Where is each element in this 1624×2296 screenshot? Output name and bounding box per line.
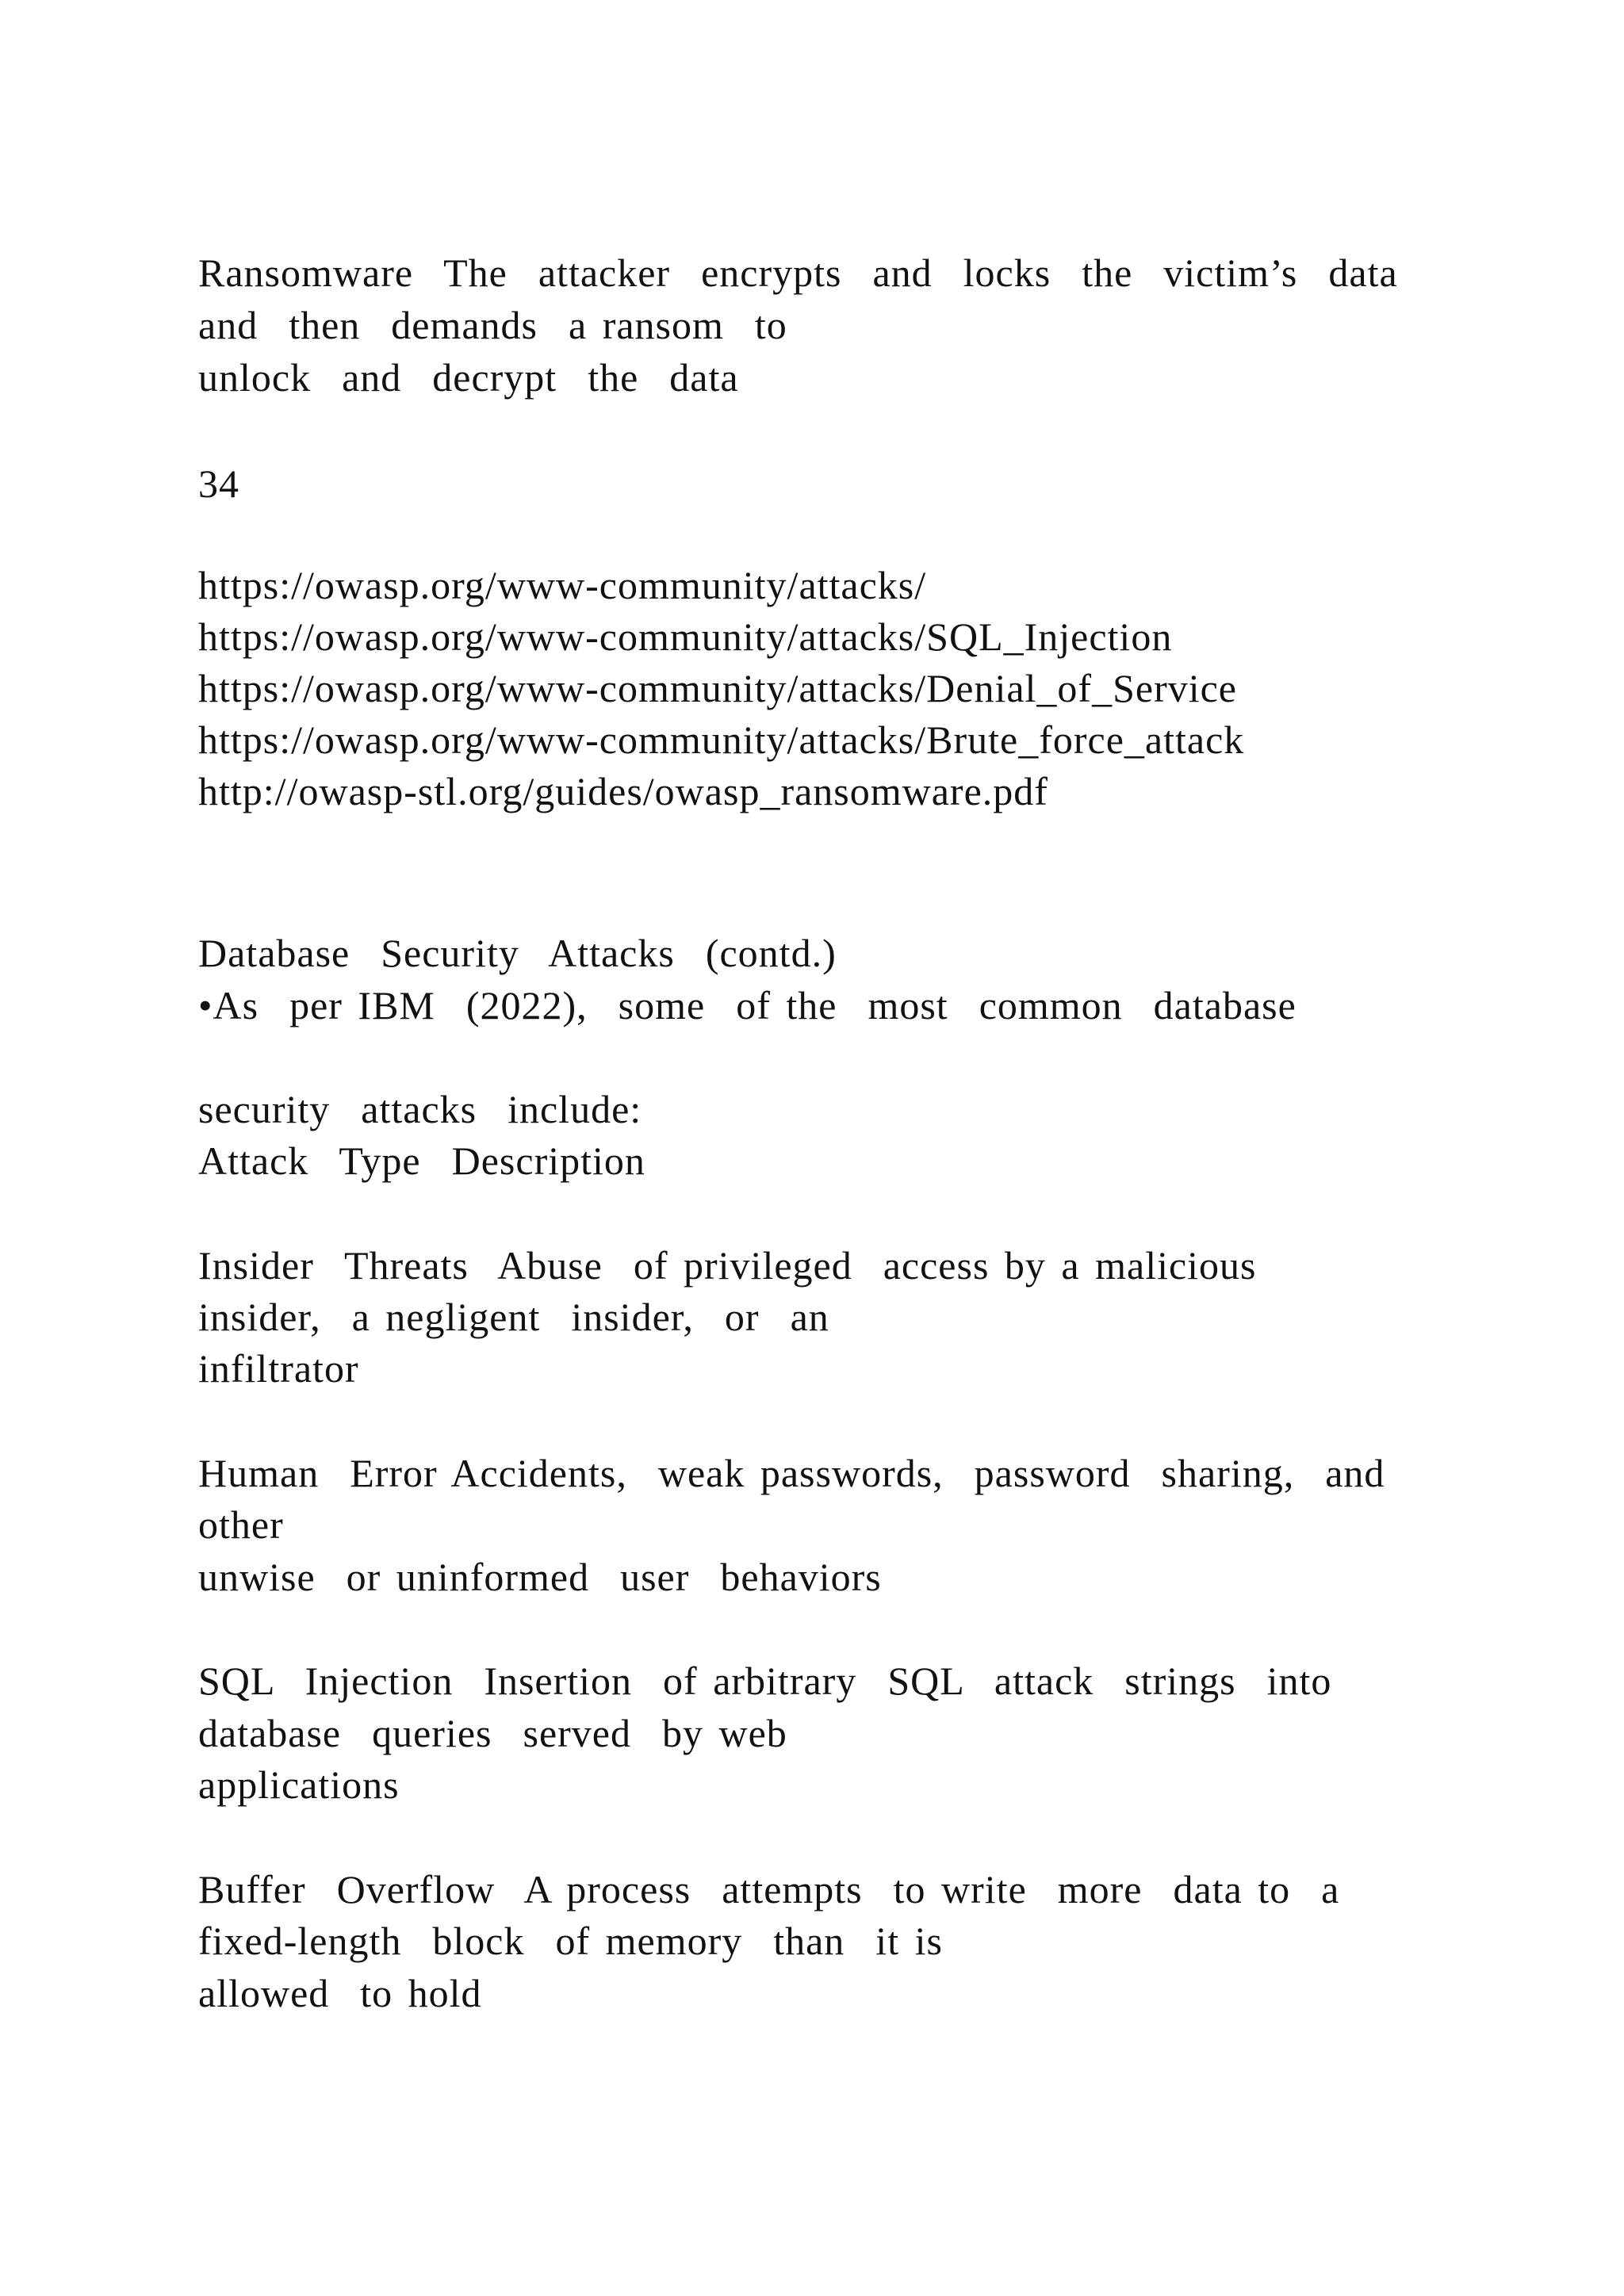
attack-human-error-line-2: other bbox=[198, 1502, 284, 1547]
attack-insider-line-1: Insider Threats Abuse of privileged access by a malicious bbox=[198, 1243, 1257, 1288]
attack-buffer-overflow-line-1: Buffer Overflow A process attempts to write more data to a bbox=[198, 1867, 1340, 1911]
reference-link-3[interactable]: https://owasp.org/www-community/attacks/Denial_of_Service bbox=[198, 666, 1238, 710]
attack-sql-injection-line-3: applications bbox=[198, 1762, 400, 1807]
page-number: 34 bbox=[198, 461, 239, 506]
attack-sql-injection-line-1: SQL Injection Insertion of arbitrary SQL attack strings into bbox=[198, 1659, 1332, 1703]
reference-link-1[interactable]: https://owasp.org/www-community/attacks/ bbox=[198, 563, 927, 607]
attack-buffer-overflow-line-2: fixed-length block of memory than it is bbox=[198, 1919, 943, 1963]
attack-sql-injection-line-2: database queries served by web bbox=[198, 1711, 787, 1755]
ransomware-line-3: unlock and decrypt the data bbox=[198, 355, 739, 400]
reference-link-2[interactable]: https://owasp.org/www-community/attacks/SQL_Injection bbox=[198, 614, 1173, 659]
attack-insider-line-3: infiltrator bbox=[198, 1346, 359, 1391]
bullet-continuation: security attacks include: bbox=[198, 1087, 642, 1131]
attack-buffer-overflow-line-3: allowed to hold bbox=[198, 1971, 482, 2015]
attack-human-error-line-1: Human Error Accidents, weak passwords, password sharing, and bbox=[198, 1451, 1385, 1495]
attack-human-error-line-3: unwise or uninformed user behaviors bbox=[198, 1555, 882, 1599]
reference-link-5[interactable]: http://owasp-stl.org/guides/owasp_ransomware.pdf bbox=[198, 769, 1048, 813]
attack-insider-line-2: insider, a negligent insider, or an bbox=[198, 1295, 829, 1339]
ransomware-line-2: and then demands a ransom to bbox=[198, 303, 787, 347]
bullet-line: •As per IBM (2022), some of the most common database bbox=[198, 983, 1297, 1027]
section-heading: Database Security Attacks (contd.) bbox=[198, 931, 837, 975]
table-header: Attack Type Description bbox=[198, 1138, 645, 1183]
reference-link-4[interactable]: https://owasp.org/www-community/attacks/Brute_force_attack bbox=[198, 718, 1245, 762]
ransomware-line-1: Ransomware The attacker encrypts and locks the victim’s data bbox=[198, 251, 1398, 295]
